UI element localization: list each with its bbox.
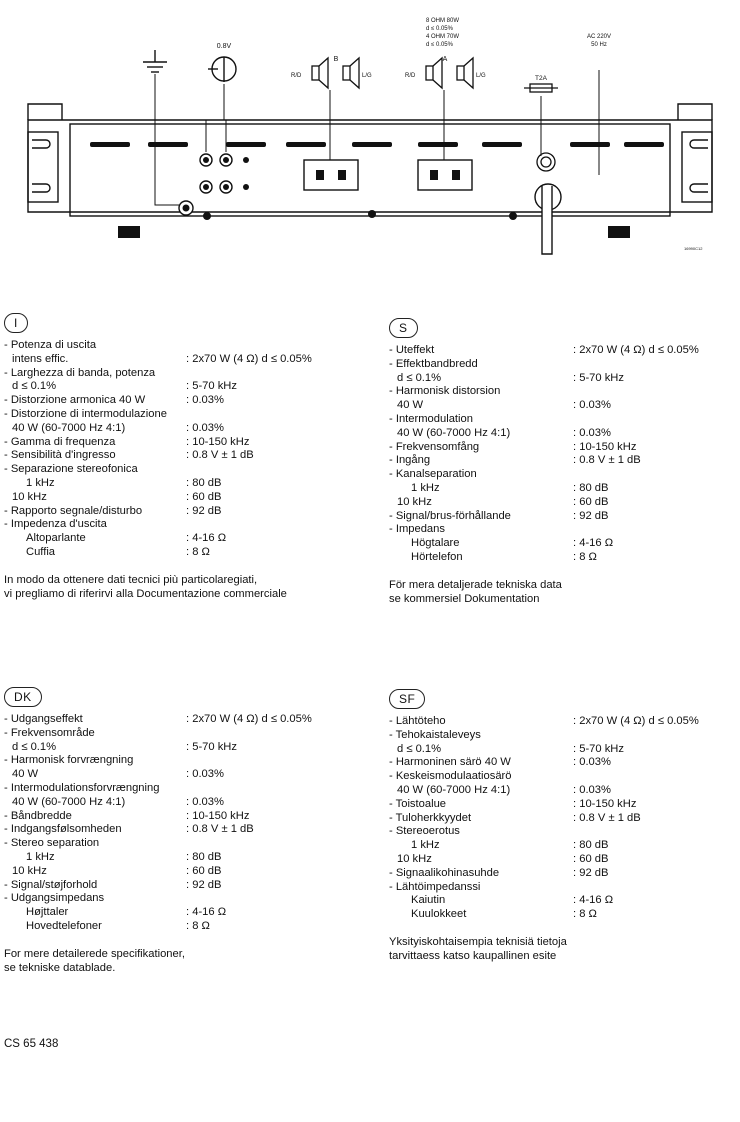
spec-value: : 4-16 Ω [186,532,227,545]
spec-label: - Distorzione di intermodulazione [4,407,167,420]
spec-row [4,491,334,505]
spec-row [389,729,719,743]
spec-row [389,510,719,524]
spec-label: Högtalare [411,537,460,550]
spec-value: : 10-150 kHz [186,435,250,448]
mains-frequency-label: 50 Hz [591,42,607,48]
speaker-a-label: A [442,56,448,63]
spec-label: - Toistoalue [389,797,447,810]
spec-label: Kuulokkeet [411,908,467,921]
spec-value: : 5-70 kHz [573,371,624,384]
spec-row [4,394,334,408]
spec-row [4,518,334,532]
document-number: CS 65 438 [4,1038,59,1050]
spec-label: 40 W (60-7000 Hz 4:1) [397,426,511,439]
spec-row [4,837,334,851]
spec-label: Højttaler [26,906,69,919]
spec-row [4,782,334,796]
spec-label: 40 W (60-7000 Hz 4:1) [12,795,126,808]
spec-value: : 8 Ω [186,545,210,558]
spec-row [389,839,719,853]
spec-value: : 0.03% [573,783,611,796]
language-badge: S [389,318,418,338]
spec-label: - Intermodulation [389,412,473,425]
speaker-spec-3: 4 OHM 70W [426,34,460,40]
spec-section-finnish [389,689,719,964]
spec-label: 10 kHz [12,490,47,503]
speaker-spec-4: d ≤ 0.05% [426,42,453,48]
spec-row [389,358,719,372]
note-line: Yksityiskohtaisempia teknisiä tietoja [389,935,567,948]
spec-row [4,422,334,436]
spec-label: - Frekvensområde [4,726,95,739]
spec-row [389,894,719,908]
spec-row [4,367,334,381]
spec-label: - Intermodulationsforvrængning [4,781,160,794]
spec-value: : 4-16 Ω [573,537,614,550]
spec-row [389,454,719,468]
spec-value: : 2x70 W (4 Ω) d ≤ 0.05% [186,713,312,725]
spec-row [389,441,719,455]
spec-label: - Stereoerotus [389,825,460,838]
spec-label: - Sensibilità d'ingresso [4,449,116,462]
spec-value: : 0.8 V ± 1 dB [573,454,641,467]
documentation-note [389,579,719,607]
spec-row [389,715,719,729]
spec-value: : 0.8 V ± 1 dB [186,449,254,462]
spec-label: Kaiutin [411,894,446,907]
spec-row [4,906,334,920]
note-line: se kommersiel Dokumentation [389,592,540,605]
spec-value: : 2x70 W (4 Ω) d ≤ 0.05% [573,344,699,356]
spec-label: - Effektbandbredd [389,357,478,370]
spec-value: : 80 dB [573,839,609,852]
spec-row [389,908,719,922]
spec-label: d ≤ 0.1% [12,740,57,753]
spec-label: - Keskeismodulaatiosärö [389,770,512,783]
spec-row [4,892,334,906]
spec-row [4,380,334,394]
spec-row [4,463,334,477]
spec-row [4,796,334,810]
spec-row [389,798,719,812]
spec-label: - Udgangsimpedans [4,892,105,905]
note-line: se tekniske datablade. [4,961,116,974]
spec-row [389,523,719,537]
spec-label: 1 kHz [411,481,440,494]
spec-value: : 92 dB [573,509,609,522]
speaker-spec-2: d ≤ 0.05% [426,26,453,32]
spec-value: : 8 Ω [186,919,210,932]
spec-label: - Frekvensomfång [389,440,480,453]
spec-label: 40 W [12,768,39,781]
spec-row [4,713,334,727]
spec-label: - Harmoninen särö 40 W [389,756,511,769]
spec-value: : 10-150 kHz [573,797,637,810]
spec-value: : 0.8 V ± 1 dB [186,823,254,836]
documentation-note [4,948,334,976]
spec-label: d ≤ 0.1% [397,371,442,384]
spec-row [389,413,719,427]
language-badge: SF [389,689,425,709]
spec-label: - Impedenza d'uscita [4,518,107,531]
rd-label-b: R/D [291,73,302,79]
spec-value: : 92 dB [186,878,222,891]
spec-value: : 80 dB [573,481,609,494]
lg-label-b: L/G [362,73,372,79]
spec-value: : 0.03% [573,756,611,769]
spec-value: : 8 Ω [573,908,597,921]
spec-label: - Lähtöimpedanssi [389,880,481,893]
spec-label: - Ingång [389,454,431,467]
spec-label: - Separazione stereofonica [4,463,138,476]
spec-row [4,741,334,755]
spec-row [4,505,334,519]
spec-value: : 10-150 kHz [573,440,637,453]
spec-row [4,408,334,422]
spec-label: d ≤ 0.1% [12,380,57,393]
spec-row [389,385,719,399]
spec-section-italian [4,313,334,601]
spec-row [4,727,334,741]
spec-row [4,339,334,353]
spec-label: Altoparlante [26,532,86,545]
spec-row [389,825,719,839]
spec-row [389,743,719,757]
spec-label: - Udgangseffekt [4,713,83,725]
lg-label-a: L/G [476,73,486,79]
spec-value: : 92 dB [186,504,222,517]
spec-label: Hovedtelefoner [26,919,102,932]
spec-row [389,427,719,441]
spec-row [4,879,334,893]
spec-row [389,399,719,413]
spec-label: - Stereo separation [4,837,100,850]
spec-row [389,881,719,895]
spec-value: : 60 dB [573,495,609,508]
spec-value: : 92 dB [573,866,609,879]
spec-label: intens effic. [12,352,69,365]
rd-label-a: R/D [405,73,416,79]
spec-label: - Distorzione armonica 40 W [4,394,146,407]
note-line: tarvittaess katso kaupallinen esite [389,949,557,962]
spec-label: - Potenza di uscita [4,339,97,351]
spec-row [389,482,719,496]
spec-label: - Harmonisk forvrængning [4,754,134,767]
spec-row [4,449,334,463]
spec-row [389,496,719,510]
spec-label: - Uteffekt [389,344,435,356]
spec-label: - Larghezza di banda, potenza [4,366,156,379]
spec-value: : 5-70 kHz [573,742,624,755]
spec-value: : 0.8 V ± 1 dB [573,811,641,824]
spec-label: 1 kHz [26,476,55,489]
spec-value: : 80 dB [186,850,222,863]
spec-label: - Gamma di frequenza [4,435,116,448]
spec-value: : 0.03% [186,795,224,808]
spec-row [389,537,719,551]
spec-value: : 5-70 kHz [186,740,237,753]
spec-label: 10 kHz [397,495,432,508]
spec-label: 10 kHz [12,864,47,877]
spec-row [4,823,334,837]
spec-label: - Indgangsfølsomheden [4,823,122,836]
spec-row [4,532,334,546]
spec-row [4,477,334,491]
spec-label: - Signal/brus-förhållande [389,509,511,522]
spec-row [4,865,334,879]
spec-row [389,344,719,358]
spec-label: - Harmonisk distorsion [389,385,501,398]
spec-row [389,853,719,867]
spec-label: d ≤ 0.1% [397,742,442,755]
language-badge: DK [4,687,42,707]
spec-value: : 0.03% [186,394,224,407]
spec-value: : 60 dB [186,490,222,503]
spec-label: Hörtelefon [411,550,463,563]
spec-label: 1 kHz [26,850,55,863]
spec-label: - Rapporto segnale/disturbo [4,504,143,517]
figure-code: 16990C12 [684,246,703,251]
note-line: För mera detaljerade tekniska data [389,578,562,591]
spec-row [4,851,334,865]
language-badge: I [4,313,28,333]
spec-row [389,812,719,826]
note-line: vi pregliamo di riferirvi alla Documentazione commerciale [4,587,287,600]
spec-label: - Båndbredde [4,809,72,822]
spec-row [389,756,719,770]
spec-label: - Lähtöteho [389,715,446,727]
spec-label: 40 W [397,399,424,412]
spec-value: : 60 dB [186,864,222,877]
spec-value: : 10-150 kHz [186,809,250,822]
spec-label: 40 W (60-7000 Hz 4:1) [397,783,511,796]
spec-section-swedish [389,318,719,606]
spec-label: 40 W (60-7000 Hz 4:1) [12,421,126,434]
spec-row [389,551,719,565]
spec-value: : 0.03% [186,421,224,434]
spec-value: : 4-16 Ω [573,894,614,907]
spec-row [4,436,334,450]
spec-section-danish [4,687,334,975]
spec-row [4,353,334,367]
spec-row [389,867,719,881]
spec-row [4,810,334,824]
spec-label: - Tuloherkkyydet [389,811,472,824]
fuse-label: T2A [535,75,547,82]
spec-value: : 0.03% [186,768,224,781]
note-line: In modo da ottenere dati tecnici più particolaregiati, [4,573,258,586]
spec-value: : 5-70 kHz [186,380,237,393]
spec-row [4,546,334,560]
spec-value: : 2x70 W (4 Ω) d ≤ 0.05% [186,352,312,365]
spec-row [389,784,719,798]
speaker-b-label: B [333,56,339,63]
mains-voltage-label: AC 220V [586,34,612,40]
spec-value: : 60 dB [573,852,609,865]
spec-label: - Signal/støjforhold [4,878,98,891]
spec-row [4,920,334,934]
input-sensitivity-label: 0.8V [216,43,232,50]
spec-label: - Kanalseparation [389,468,477,481]
spec-row [4,768,334,782]
spec-value: : 0.03% [573,399,611,412]
spec-label: - Tehokaistaleveys [389,728,481,741]
speaker-spec-1: 8 OHM 80W [426,18,460,24]
spec-row [4,754,334,768]
spec-value: : 0.03% [573,426,611,439]
spec-label: - Signaalikohinasuhde [389,866,500,879]
spec-row [389,372,719,386]
spec-label: - Impedans [389,523,445,536]
spec-value: : 80 dB [186,476,222,489]
spec-value: : 8 Ω [573,550,597,563]
spec-label: Cuffia [26,545,56,558]
note-line: For mere detailerede specifikationer, [4,947,185,960]
spec-value: : 2x70 W (4 Ω) d ≤ 0.05% [573,715,699,727]
documentation-note [4,574,334,602]
spec-value: : 4-16 Ω [186,906,227,919]
spec-label: 10 kHz [397,852,432,865]
spec-label: 1 kHz [411,839,440,852]
spec-row [389,770,719,784]
spec-row [389,468,719,482]
documentation-note [389,936,719,964]
rear-panel-diagram [0,0,740,270]
